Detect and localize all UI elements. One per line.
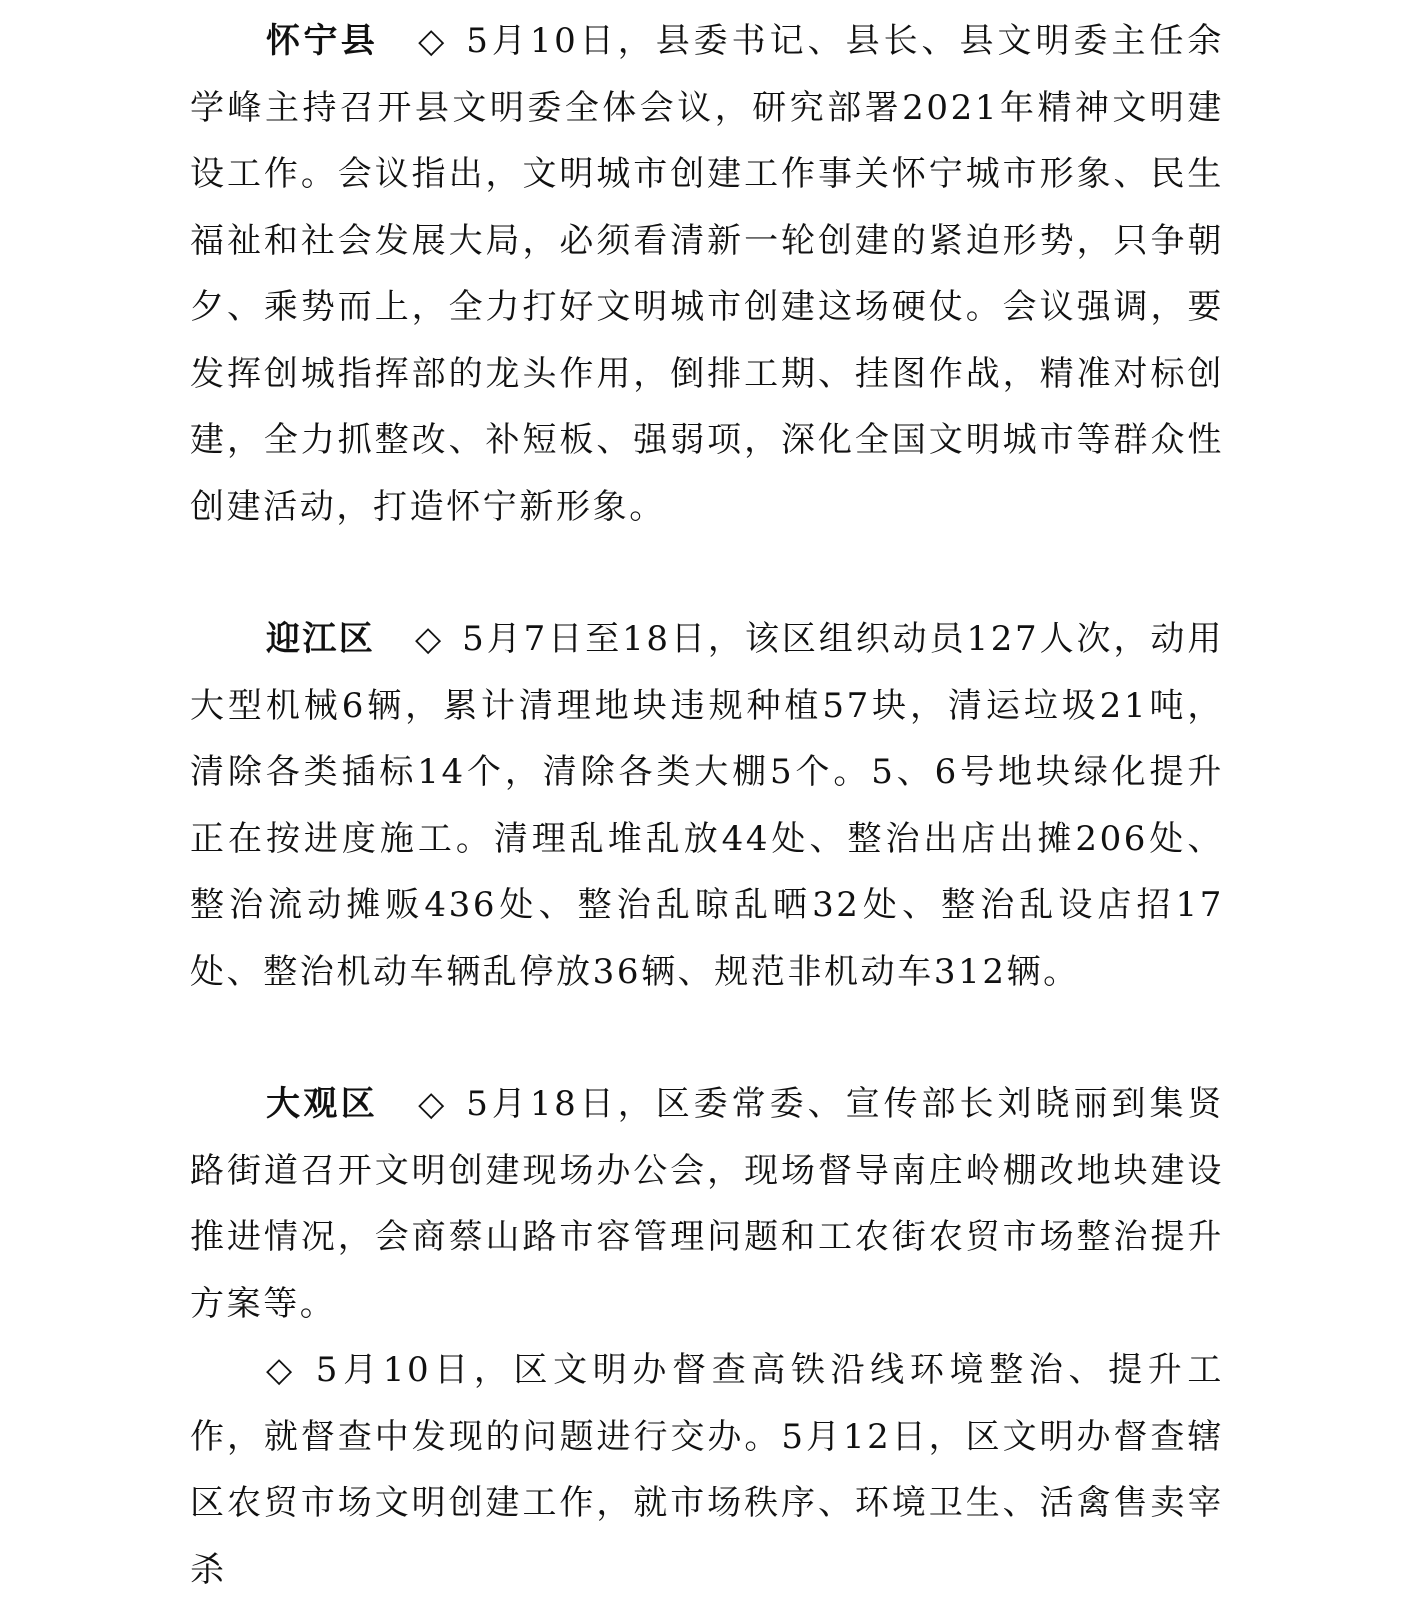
paragraph-text: 5月7日至18日，该区组织动员127人次，动用大型机械6辆，累计清理地块违规种植57块，清运垃圾21吨，清除各类插标14个，清除各类大棚5个。5、6号地块绿化提升正在按进度施工。清理乱堆乱放44处、整治出店出摊206处、整治流动摊贩436处、整治乱晾乱晒32处、整治乱设店招17处、整治机动车辆乱停放36辆、规范非机动车312辆。 [190, 619, 1224, 992]
paragraph [190, 8, 1224, 540]
paragraph [190, 606, 1224, 1005]
paragraph-text: 5月18日，区委常委、宣传部长刘晓丽到集贤路街道召开文明创建现场办公会，现场督导南庄岭棚改地块建设推进情况，会商蔡山路市容管理问题和工农街农贸市场整治提升方案等。 [190, 1084, 1225, 1324]
section-yingjiang [190, 606, 1224, 1005]
paragraph-text: 5月10日，县委书记、县长、县文明委主任余学峰主持召开县文明委全体会议，研究部署2021年精神文明建设工作。会议指出，文明城市创建工作事关怀宁城市形象、民生福祉和社会发展大局，必须看清新一轮创建的紧迫形势，只争朝夕、乘势而上，全力打好文明城市创建这场硬仗。会议强调，要发挥创城指挥部的龙头作用，倒排工期、挂图作战，精准对标创建，全力抓整改、补短板、强弱项，深化全国文明城市等群众性创建活动，打造怀宁新形象。 [190, 21, 1225, 527]
paragraph [190, 1071, 1224, 1337]
diamond-bullet-icon: ◇ [418, 1084, 449, 1124]
diamond-bullet-icon: ◇ [418, 21, 449, 61]
region-heading: 迎江区 [266, 619, 376, 659]
paragraph [190, 1337, 1224, 1603]
diamond-bullet-icon: ◇ [415, 619, 445, 659]
section-daguan [190, 1071, 1224, 1603]
region-heading: 大观区 [266, 1084, 379, 1124]
paragraph-text: 5月10日，区文明办督查高铁沿线环境整治、提升工作，就督查中发现的问题进行交办。5月12日，区文明办督查辖区农贸市场文明创建工作，就市场秩序、环境卫生、活禽售卖宰杀 [190, 1350, 1225, 1590]
section-huaining [190, 8, 1224, 540]
document-page [190, 8, 1224, 1603]
region-heading: 怀宁县 [266, 21, 379, 61]
diamond-bullet-icon: ◇ [266, 1350, 298, 1390]
